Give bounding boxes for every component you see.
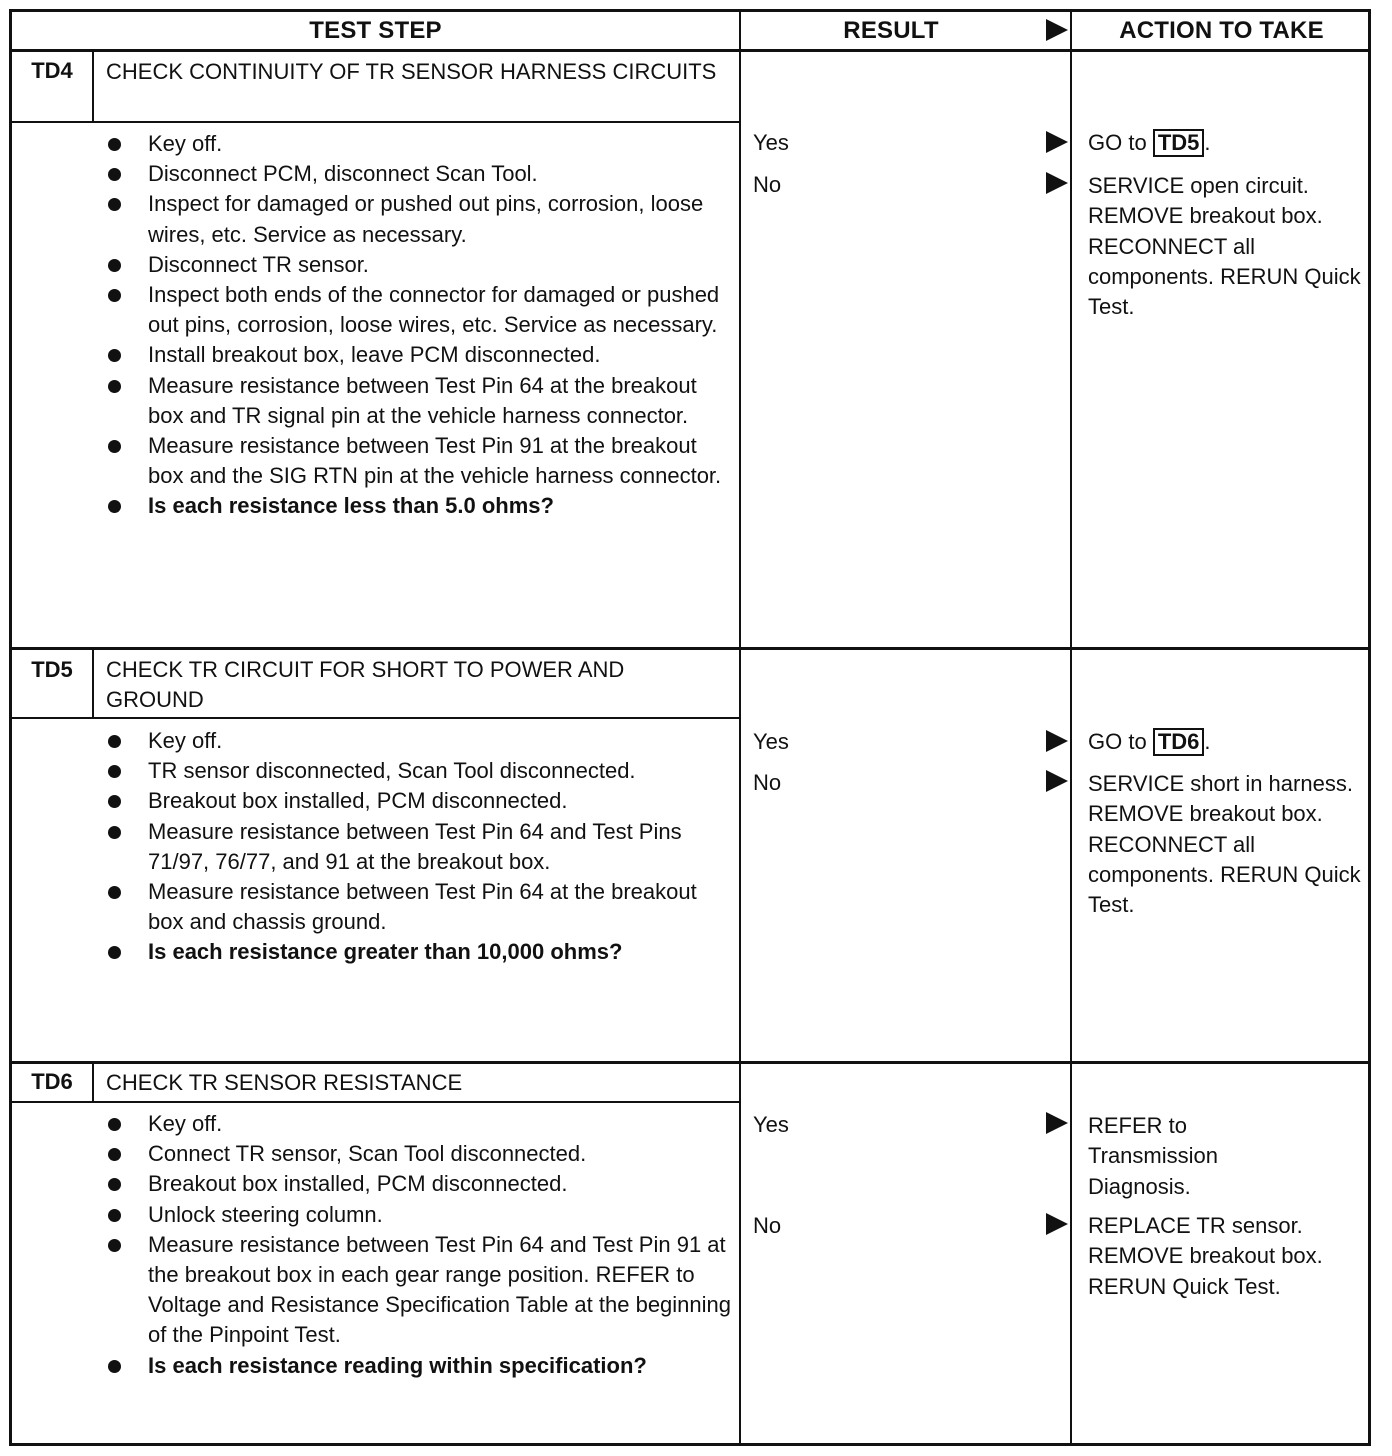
instruction-item: Connect TR sensor, Scan Tool disconnected. xyxy=(100,1139,732,1169)
step-separator xyxy=(9,647,1371,650)
step-reference[interactable]: TD5 xyxy=(1153,129,1205,157)
result-arrow-icon xyxy=(1046,1112,1068,1134)
title-underline xyxy=(12,1101,739,1103)
result-no: No xyxy=(753,172,782,197)
action-punct: . xyxy=(1204,130,1211,155)
result-yes: Yes xyxy=(753,729,789,754)
action-text: GO to xyxy=(1088,729,1147,754)
result-arrow-icon xyxy=(1046,131,1068,153)
action-text: GO to xyxy=(1088,130,1147,155)
instruction-item: Key off. xyxy=(100,726,732,756)
header-test-step: TEST STEP xyxy=(309,17,442,44)
step-title: CHECK TR SENSOR RESISTANCE xyxy=(106,1070,463,1095)
step-title: CHECK TR CIRCUIT FOR SHORT TO POWER AND GROUND xyxy=(106,657,625,712)
step-question: Is each resistance greater than 10,000 ohms? xyxy=(100,937,732,967)
instruction-item: Unlock steering column. xyxy=(100,1200,732,1230)
action-no: SERVICE open circuit. REMOVE breakout box. RECONNECT all components. RERUN Quick Test. xyxy=(1088,173,1361,320)
instruction-item: Measure resistance between Test Pin 64 and Test Pins 71/97, 76/77, and 91 at the breakout box. xyxy=(100,817,732,877)
action-yes: REFER to Transmission Diagnosis. xyxy=(1088,1113,1218,1199)
step-title: CHECK CONTINUITY OF TR SENSOR HARNESS CIRCUITS xyxy=(106,59,717,84)
instruction-item: Measure resistance between Test Pin 64 and Test Pin 91 at the breakout box in each gear range position. REFER to Voltage and Resistance Specification Table at the beginning of the Pinpoint Test. xyxy=(100,1230,732,1351)
step-separator xyxy=(9,1061,1371,1064)
divider-action-col xyxy=(1070,9,1072,1446)
result-yes: Yes xyxy=(753,1112,789,1137)
instruction-item: Measure resistance between Test Pin 64 at the breakout box and chassis ground. xyxy=(100,877,732,937)
step-question: Is each resistance less than 5.0 ohms? xyxy=(100,491,732,521)
action-no: REPLACE TR sensor. REMOVE breakout box. RERUN Quick Test. xyxy=(1088,1213,1323,1299)
instruction-item: Disconnect PCM, disconnect Scan Tool. xyxy=(100,159,732,189)
result-arrow-icon xyxy=(1046,730,1068,752)
instruction-item: Breakout box installed, PCM disconnected. xyxy=(100,786,732,816)
step-id: TD4 xyxy=(31,58,73,83)
instruction-item: Breakout box installed, PCM disconnected. xyxy=(100,1169,732,1199)
instruction-item: TR sensor disconnected, Scan Tool disconnected. xyxy=(100,756,732,786)
header-bottom-rule xyxy=(9,49,1371,52)
header-action: ACTION TO TAKE xyxy=(1119,17,1324,44)
title-underline xyxy=(12,121,739,123)
instruction-item: Key off. xyxy=(100,129,732,159)
step-reference[interactable]: TD6 xyxy=(1153,728,1205,756)
step-id: TD6 xyxy=(31,1069,73,1094)
title-underline xyxy=(12,717,739,719)
instruction-item: Inspect both ends of the connector for damaged or pushed out pins, corrosion, loose wires, etc. Service as necessary. xyxy=(100,280,732,340)
action-yes xyxy=(1088,128,1364,158)
step-id-divider xyxy=(92,648,94,718)
instruction-item: Inspect for damaged or pushed out pins, corrosion, loose wires, etc. Service as necessary. xyxy=(100,189,732,249)
instruction-item: Measure resistance between Test Pin 64 at the breakout box and TR signal pin at the vehicle harness connector. xyxy=(100,371,732,431)
step-instructions xyxy=(100,726,732,968)
result-no: No xyxy=(753,770,782,795)
result-arrow-icon xyxy=(1046,1213,1068,1235)
action-yes xyxy=(1088,727,1364,757)
header-arrow-icon xyxy=(1046,19,1068,41)
action-punct: . xyxy=(1204,729,1211,754)
instruction-item: Disconnect TR sensor. xyxy=(100,250,732,280)
step-question: Is each resistance reading within specification? xyxy=(100,1351,732,1381)
step-id-divider xyxy=(92,1062,94,1102)
instruction-item: Key off. xyxy=(100,1109,732,1139)
action-no: SERVICE short in harness. REMOVE breakout box. RECONNECT all components. RERUN Quick Test. xyxy=(1088,771,1361,918)
divider-result-col xyxy=(739,9,741,1446)
instruction-item: Install breakout box, leave PCM disconnected. xyxy=(100,340,732,370)
result-arrow-icon xyxy=(1046,172,1068,194)
step-instructions xyxy=(100,1109,732,1381)
result-yes: Yes xyxy=(753,130,789,155)
step-id: TD5 xyxy=(31,657,73,682)
instruction-item: Measure resistance between Test Pin 91 at the breakout box and the SIG RTN pin at the vehicle harness connector. xyxy=(100,431,732,491)
result-no: No xyxy=(753,1213,782,1238)
step-id-divider xyxy=(92,50,94,122)
result-arrow-icon xyxy=(1046,770,1068,792)
step-instructions xyxy=(100,129,732,522)
header-result: RESULT xyxy=(843,17,939,44)
